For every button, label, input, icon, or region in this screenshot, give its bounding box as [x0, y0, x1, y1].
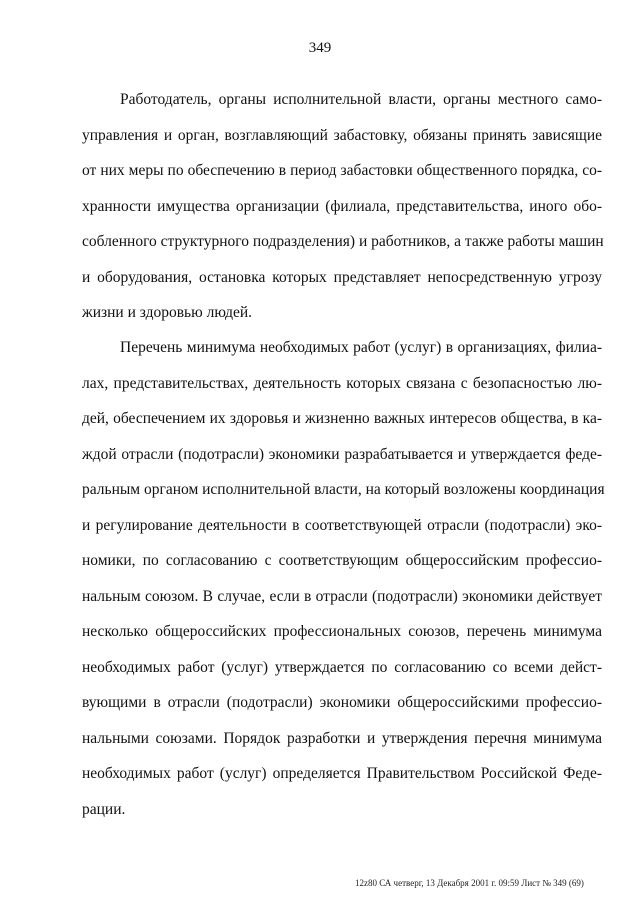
paragraph-2 — [82, 330, 605, 827]
text-line: Работодатель, органы исполнительной власти, органы местного само- — [120, 91, 602, 108]
text-line: несколько общероссийских профессиональных союзов, перечень минимума — [82, 623, 602, 640]
document-footer: 12z80 СА четверг, 13 Декабря 2001 г. 09:59 Лист № 349 (69) — [355, 878, 584, 888]
text-line: дей, обеспечением их здоровья и жизненно важных интересов общества, в ка- — [82, 410, 602, 427]
text-line: рации. — [82, 800, 126, 818]
text-line: ральным органом исполнительной власти, на который возложены координация — [82, 481, 605, 498]
text-line: и оборудования, остановка которых представляет непосредственную угрозу — [82, 268, 602, 286]
text-line: лах, представительствах, деятельность которых связана с безопасностью лю- — [82, 374, 602, 392]
text-line: Перечень минимума необходимых работ (услуг) в организациях, филиа- — [120, 339, 602, 356]
text-line: и регулирование деятельности в соответствующей отрасли (подотрасли) эко- — [82, 516, 602, 534]
text-line: нальным союзом. В случае, если в отрасли (подотрасли) экономики действует — [82, 587, 602, 605]
text-line: хранности имущества организации (филиала, представительства, иного обо- — [82, 197, 602, 215]
text-line: номики, по согласованию с соответствующим общероссийским профессио- — [82, 552, 602, 569]
text-line: необходимых работ (услуг) определяется Правительством Российской Феде- — [82, 765, 602, 782]
text-line: нальными союзами. Порядок разработки и утверждения перечня минимума — [82, 729, 602, 747]
paragraph-1 — [82, 82, 602, 331]
text-line: собленного структурного подразделения) и работников, а также работы машин — [82, 233, 604, 250]
text-line: необходимых работ (услуг) утверждается по согласованию со всеми дейст- — [82, 658, 602, 676]
text-line: ждой отрасли (подотрасли) экономики разрабатывается и утверждается феде- — [82, 445, 602, 463]
page-number: 349 — [308, 40, 332, 56]
text-line: от них меры по обеспечению в период забастовки общественного порядка, со- — [82, 162, 602, 179]
text-line: жизни и здоровью людей. — [82, 304, 253, 321]
text-line: управления и орган, возглавляющий забастовку, обязаны принять зависящие — [82, 126, 602, 144]
text-line: вующими в отрасли (подотрасли) экономики общероссийскими профессио- — [82, 694, 602, 711]
